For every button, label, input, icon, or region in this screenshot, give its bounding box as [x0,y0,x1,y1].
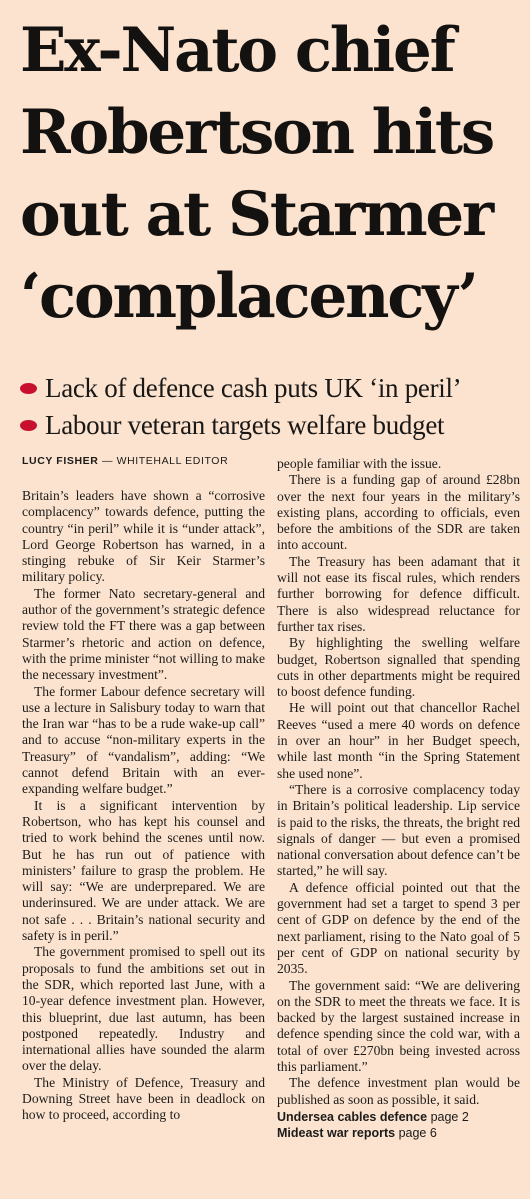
article-column-right [277,456,520,1141]
subheads [20,370,525,444]
headline-line-1: Ex-Nato chief [20,15,454,86]
subhead-text: Labour veteran targets welfare budget [45,410,445,440]
reference-topic: Undersea cables defence [277,1109,428,1124]
headline [20,10,525,338]
subhead-2 [20,407,525,444]
paragraph: He will point out that chancellor Rachel Reeves “used a mere 40 words on defence in over an hour” in her Budget speech, while last month “in the Spring Statement she used none”. [277,700,520,781]
paragraph: The government said: “We are delivering on the SDR to meet the threats we face. It is backed by the largest sustained increase in defence spending since the cold war, with a total of over £270bn being invested across this parliament.” [277,977,520,1074]
paragraph: The Treasury has been adamant that it will not ease its fiscal rules, which renders further borrowing for defence difficult. There is also widespread reluctance for further tax rises. [277,553,520,634]
page-reference[interactable] [277,1109,520,1125]
paragraph: The defence investment plan would be published as soon as possible, it said. [277,1075,520,1107]
page-reference[interactable] [277,1125,520,1141]
paragraph: The former Nato secretary-general and author of the government’s strategic defence review told the FT there was a gap between Starmer’s rhetoric and action on defence, with the prime minister “not willing to make the necessary investment”. [22,585,265,683]
article-column-left [22,488,265,1124]
headline-line-4: ‘complacency’ [20,261,477,332]
subhead-text: Lack of defence cash puts UK ‘in peril’ [45,373,462,403]
reference-page: page 6 [398,1125,437,1140]
paragraph: By highlighting the swelling welfare budget, Robertson signalled that spending cuts in other departments might be required to boost defence funding. [277,635,520,700]
reference-topic: Mideast war reports [277,1125,396,1140]
headline-line-3: out at Starmer [20,179,492,250]
paragraph: It is a significant intervention by Robertson, who has kept his counsel and tried to work behind the scenes until now. But he has run out of patience with ministers’ failure to grasp the problem. He will say: “We are underprepared. We are underinsured. We are under attack. We are not safe . . . Britain’s national security and safety is in peril.” [22,797,265,944]
byline-separator: — [98,455,117,467]
page-references [277,1109,520,1141]
red-bullet-icon [20,420,37,431]
reference-page: page 2 [430,1109,469,1124]
paragraph: The Ministry of Defence, Treasury and Downing Street have been in deadlock on how to proceed, according to [22,1074,265,1123]
paragraph: A defence official pointed out that the government had set a target to spend 3 per cent of GDP on defence by the end of the next parliament, rising to the Nato goal of 5 per cent of GDP on national security by 2035. [277,879,520,977]
byline-role: WHITEHALL EDITOR [116,455,229,467]
paragraph: Britain’s leaders have shown a “corrosive complacency” towards defence, putting the country “in peril” while it is “under attack”, Lord George Robertson has warned, in a stinging rebuke of Sir Keir Starmer’s military policy. [22,488,265,585]
byline-author: LUCY FISHER [22,455,99,467]
headline-line-2: Robertson hits [20,97,494,168]
paragraph: The government promised to spell out its proposals to fund the ambitions set out in the SDR, which reported last June, with a 10-year defence investment plan. However, this blueprint, due last autumn, has been postponed repeatedly. Industry and international allies have sounded the alarm over the delay. [22,944,265,1074]
paragraph: There is a funding gap of around £28bn over the next four years in the military’s existing plans, according to officials, even before the ambitions of the SDR are taken into account. [277,472,520,553]
paragraph-continued: people familiar with the issue. [277,456,442,471]
paragraph: The former Labour defence secretary will use a lecture in Salisbury today to warn that the Iran war “has to be a rude wake-up call” and to accuse “non-military experts in the Treasury” of “vandalism”, adding: “We cannot defend Britain with an ever-expanding welfare budget.” [22,683,265,797]
paragraph: “There is a corrosive complacency today in Britain’s political leadership. Lip service is paid to the risks, the threats, the bright red signals of danger — but even a promised national conversation about defence can’t be started,” he will say. [277,781,520,879]
byline [22,455,228,467]
red-bullet-icon [20,383,37,394]
subhead-1 [20,370,525,407]
